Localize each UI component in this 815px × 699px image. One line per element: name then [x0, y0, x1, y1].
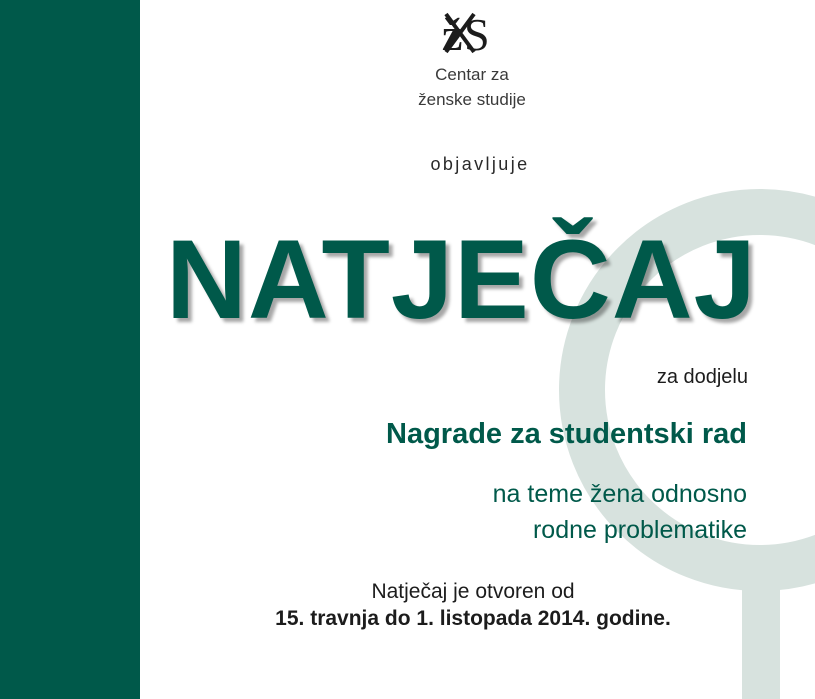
page-title: NATJEČAJ: [166, 217, 757, 342]
topic-text: [493, 476, 747, 548]
open-period-dates: 15. travnja do 1. listopada 2014. godine.: [275, 607, 671, 630]
open-period-intro: Natječaj je otvoren od: [371, 580, 575, 603]
organization-name: [392, 62, 552, 112]
zcs-logo-icon: [440, 6, 502, 60]
svg-text:S: S: [464, 9, 490, 60]
organization-name-line2: ženske studije: [418, 90, 526, 109]
topic-line2: rodne problematike: [532, 516, 747, 544]
topic-line1: na teme žena odnosno: [492, 480, 747, 508]
award-name: Nagrade za studentski rad: [386, 418, 747, 450]
svg-text:ž: ž: [442, 9, 463, 60]
for-award-text: za dodjelu: [656, 366, 748, 388]
organization-name-line1: Centar za: [435, 65, 509, 84]
intro-text: objavljuje: [430, 154, 530, 174]
